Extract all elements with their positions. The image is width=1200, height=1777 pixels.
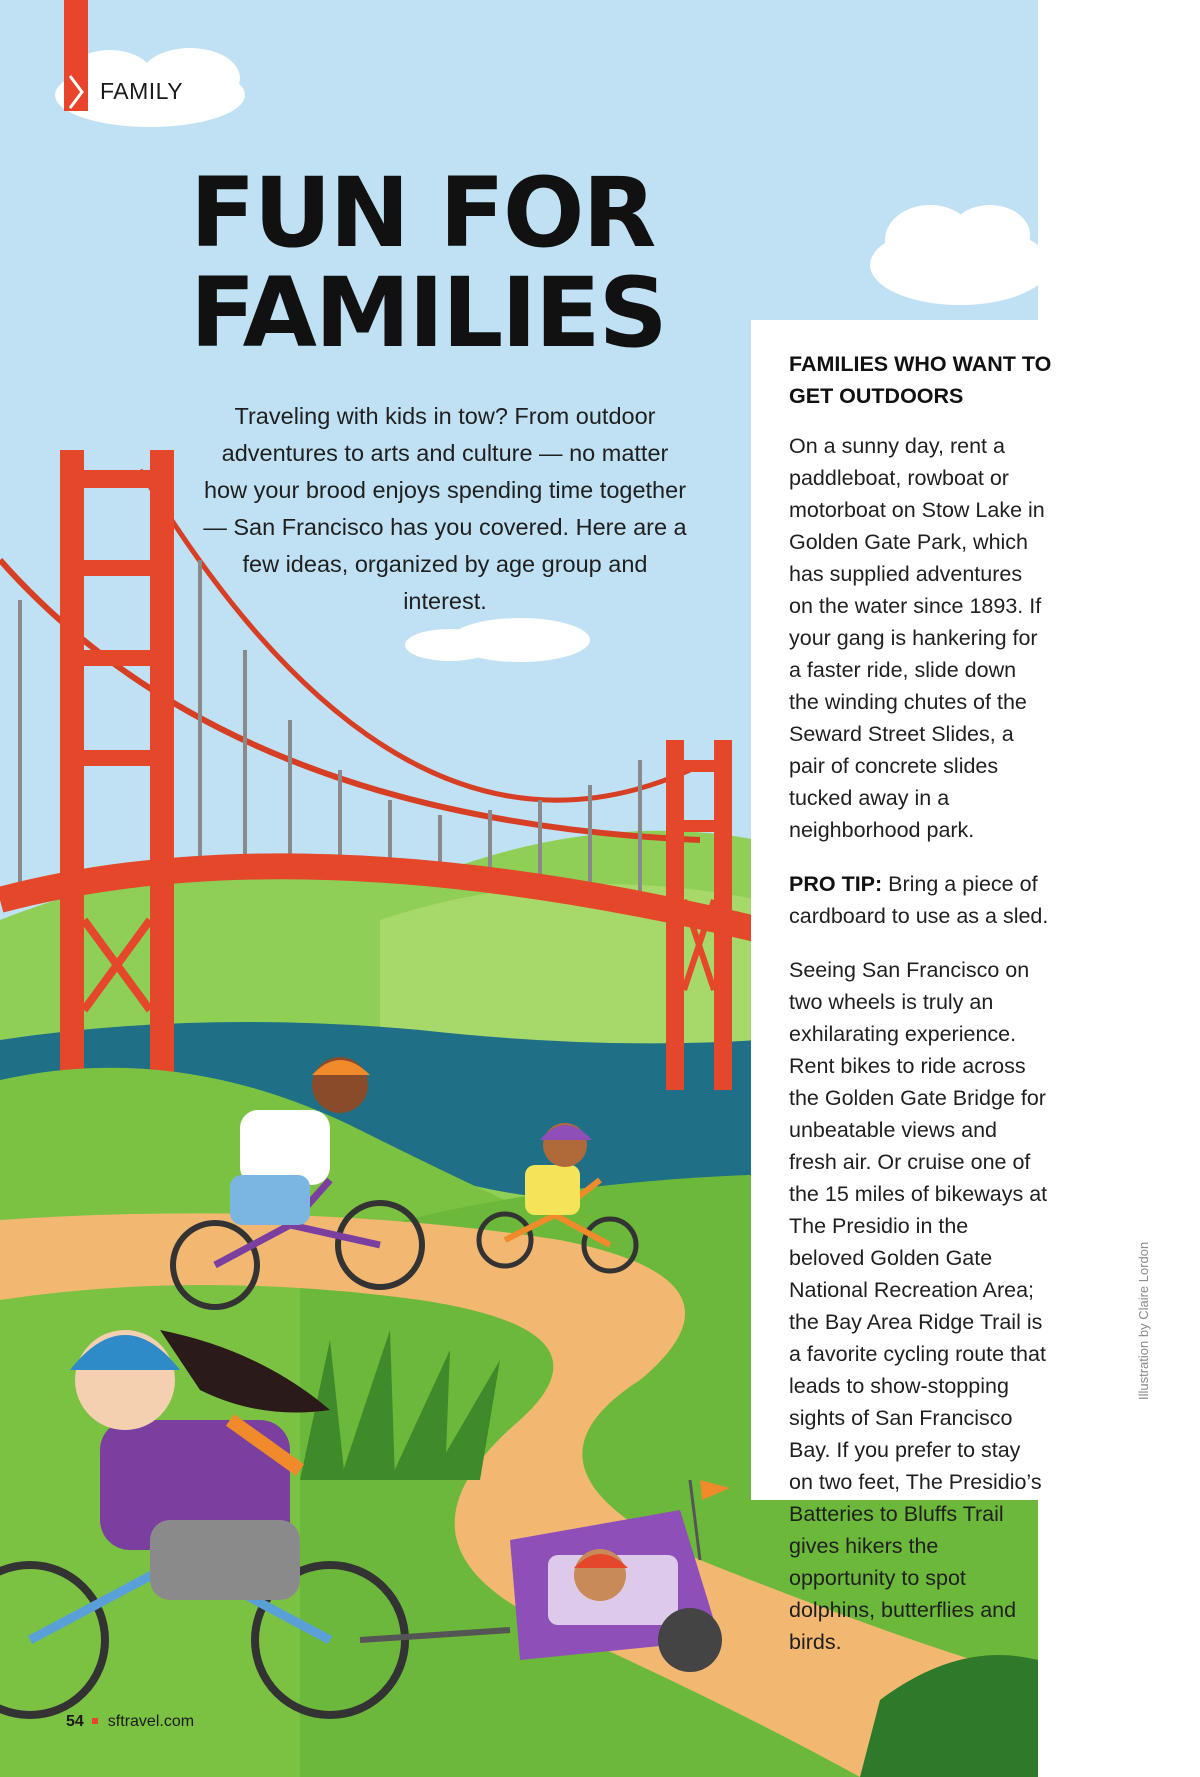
- page-number: 54: [66, 1713, 84, 1730]
- chevron-right-icon: [66, 74, 86, 110]
- pro-tip-text: Bring a piece of cardboard to use as a sled.: [789, 872, 1049, 928]
- section-tab: [64, 0, 88, 111]
- footer-site-link[interactable]: sftravel.com: [107, 1713, 195, 1730]
- page-title-line-1: FUN FOR: [190, 157, 655, 269]
- section-label: FAMILY: [100, 78, 184, 104]
- page-footer: [66, 1713, 194, 1731]
- illustration-credit: Illustration by Claire Lordon: [1136, 1241, 1151, 1400]
- page-title-line-2: FAMILIES: [190, 257, 666, 369]
- page-title: [190, 157, 730, 369]
- pro-tip-label: PRO TIP:: [789, 872, 883, 896]
- pro-tip: [789, 868, 1049, 932]
- intro-paragraph: Traveling with kids in tow? From outdoor adventures to arts and culture — no matter how your brood enjoys spending time together — San Francisco has you covered. Here are a few ideas, organized by age group and interest.: [203, 403, 687, 614]
- sidebar-paragraph-biking: Seeing San Francisco on two wheels is truly an exhilarating experience. Rent bikes to ride across the Golden Gate Bridge for unbeatable views and fresh air. Or cruise one of the 15 miles of bikeways at The Presidio in the beloved Golden Gate National Recreation Area; the Bay Area Ridge Trail is a favorite cycling route that leads to show-stopping sights of San Francisco Bay. If you prefer to stay on two feet, The Presidio’s Batteries to Bluffs Trail gives hikers the opportunity to spot dolphins, butterflies and birds.: [789, 958, 1048, 1654]
- footer-dot-icon: [92, 1718, 98, 1724]
- sidebar-heading: FAMILIES WHO WANT TO GET OUTDOORS: [789, 352, 1052, 408]
- sidebar-paragraph-outdoors: On a sunny day, rent a paddleboat, rowboat or motorboat on Stow Lake in Golden Gate Park, which has supplied adventures on the water since 1893. If your gang is hankering for a faster ride, slide down the winding chutes of the Seward Street Slides, a pair of concrete slides tucked away in a neighborhood park.: [789, 434, 1045, 842]
- sidebar-box: [751, 320, 1052, 1654]
